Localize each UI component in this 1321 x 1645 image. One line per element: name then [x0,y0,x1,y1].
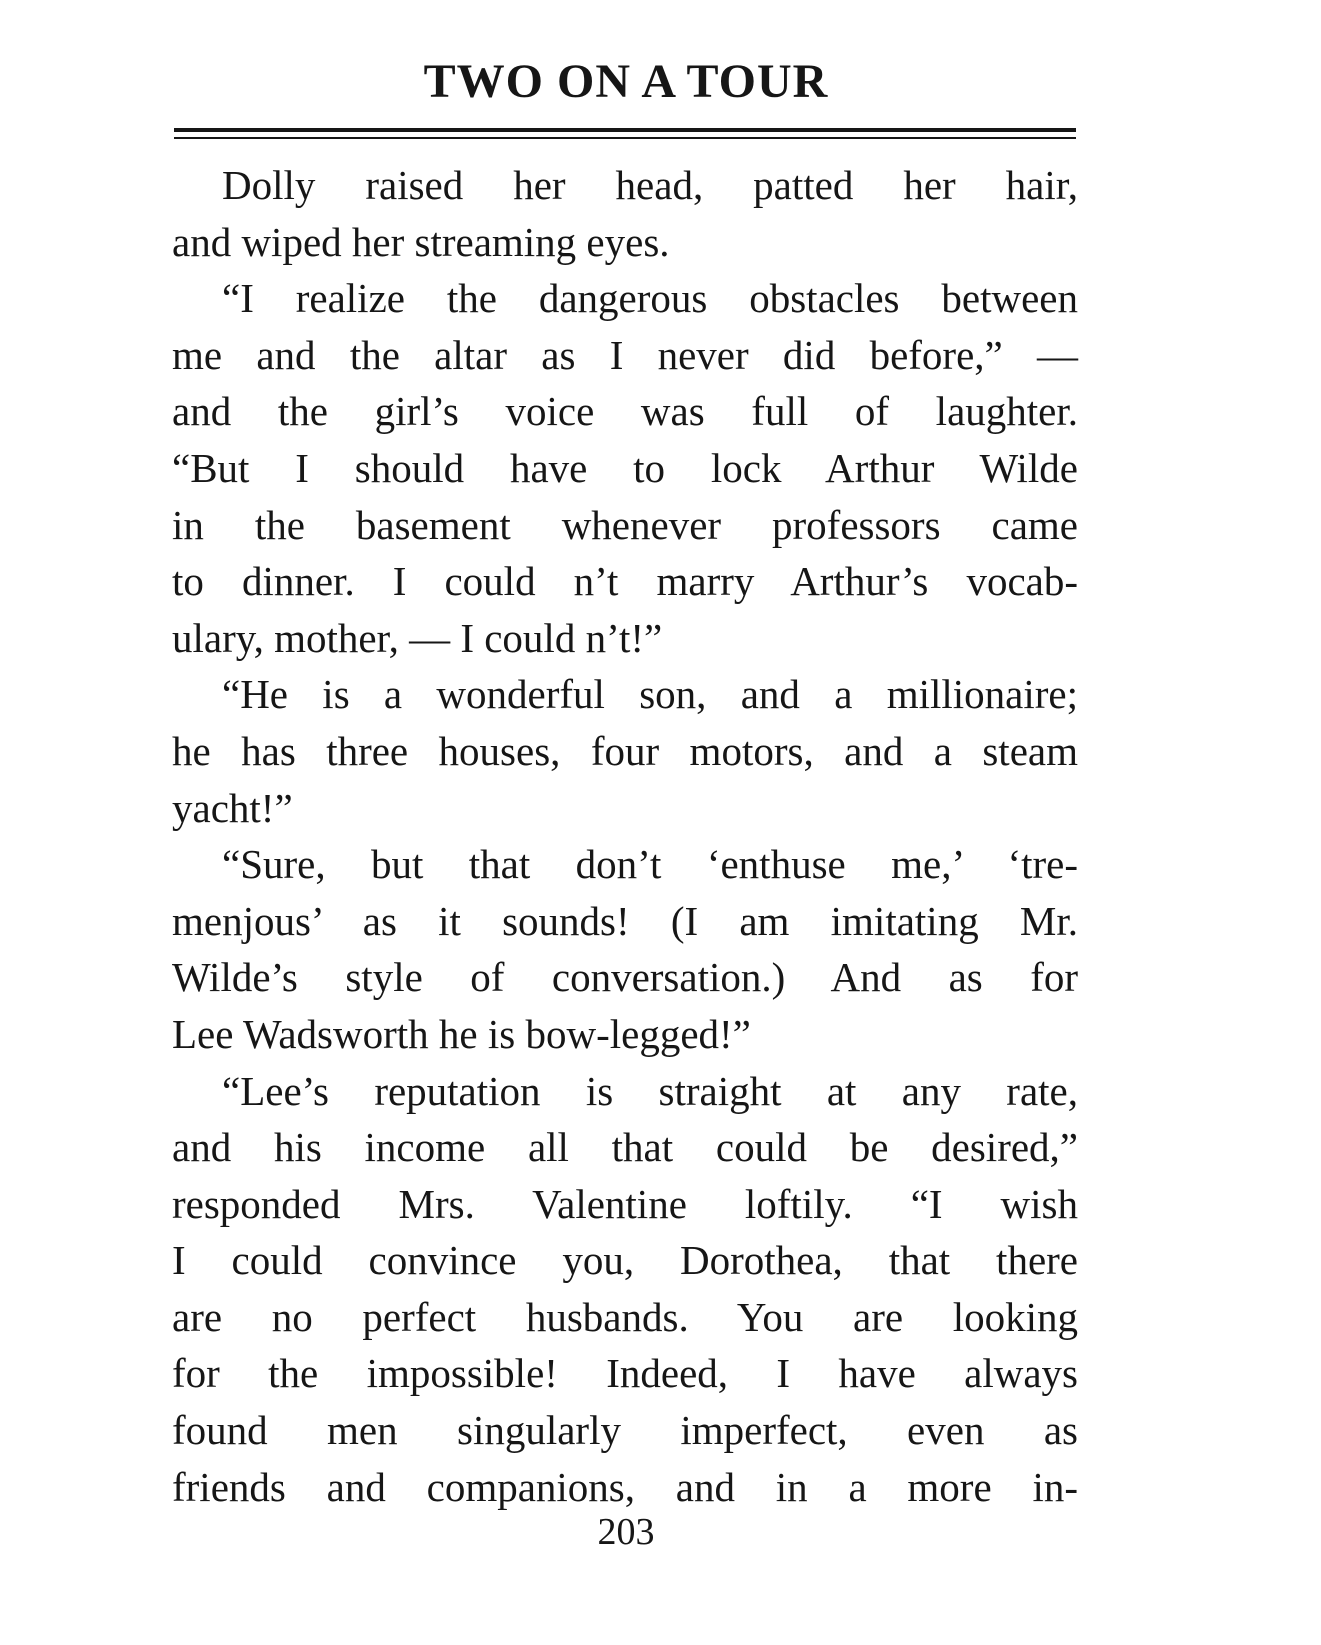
text-line: yacht!” [172,784,293,831]
text-line: are no perfect husbands. You are looking [172,1293,1078,1340]
text-line: “He is a wonderful son, and a millionaire; [222,671,1078,718]
text-line: in the basement whenever professors came [172,501,1078,548]
header-rule-thin [174,137,1076,139]
text-line: “Sure, but that don’t ‘enthuse me,’ ‘tre- [222,841,1078,888]
text-line: Lee Wadsworth he is bow-legged!” [172,1010,751,1057]
header-rule-thick [174,128,1076,132]
text-line: for the impossible! Indeed, I have always [172,1350,1078,1397]
text-line: friends and companions, and in a more in- [172,1463,1078,1510]
text-line: and wiped her streaming eyes. [172,218,670,265]
text-line: me and the altar as I never did before,” — [172,331,1078,378]
text-line: Dolly raised her head, patted her hair, [222,162,1078,208]
text-line: he has three houses, four motors, and a steam [172,727,1078,774]
body-text [172,157,1078,1515]
running-head: TWO ON A TOUR [423,55,829,108]
page-number: 203 [597,1511,655,1553]
text-line: I could convince you, Dorothea, that there [172,1237,1078,1284]
text-line: and his income all that could be desired,” [172,1124,1078,1171]
text-line: and the girl’s voice was full of laughter. [172,388,1078,435]
text-line: menjous’ as it sounds! (I am imitating Mr. [172,897,1078,944]
text-line: responded Mrs. Valentine loftily. “I wish [172,1180,1078,1227]
text-line: “Lee’s reputation is straight at any rate, [222,1067,1078,1114]
text-line: Wilde’s style of conversation.) And as for [172,954,1078,1001]
text-line: “I realize the dangerous obstacles between [222,275,1078,322]
text-line: to dinner. I could n’t marry Arthur’s vocab- [172,558,1078,605]
text-line: ulary, mother, — I could n’t!” [172,614,663,661]
text-line: “But I should have to lock Arthur Wilde [172,444,1078,491]
text-line: found men singularly imperfect, even as [172,1407,1078,1454]
